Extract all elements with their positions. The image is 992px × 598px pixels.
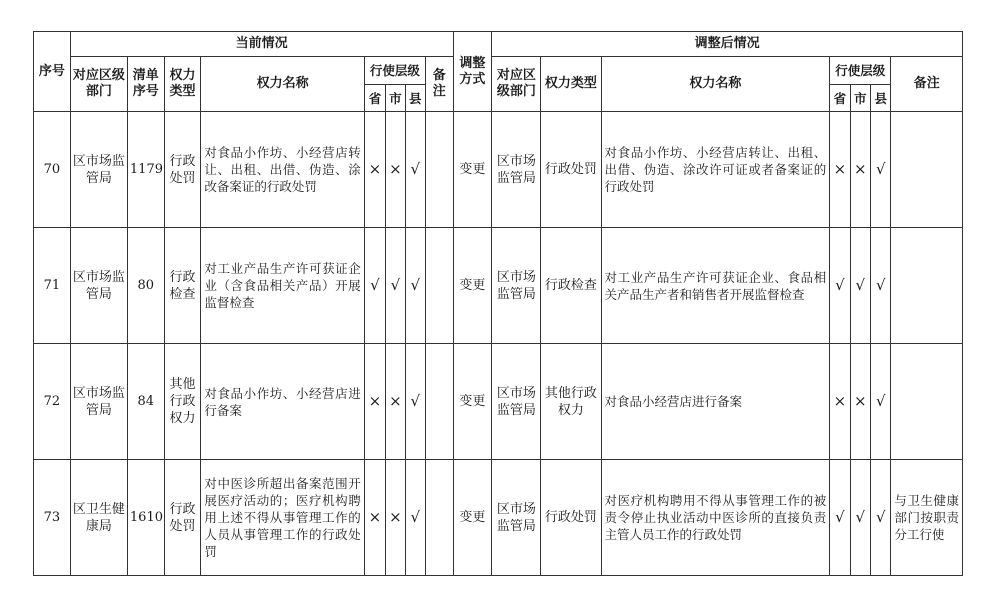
row-power-name: 对中医诊所超出备案范围开展医疗活动的；医疗机构聘用上述不得从事管理工作的人员从事管理工作的行政处罚 — [201, 460, 364, 576]
row-new-dept: 区市场监管局 — [492, 228, 541, 344]
row-new-power-name: 对食品小经营店进行备案 — [601, 344, 830, 460]
row-dept: 区卫生健康局 — [70, 460, 127, 576]
row-power-type: 行政处罚 — [164, 460, 201, 576]
row-new-dept: 区市场监管局 — [492, 344, 541, 460]
table-row — [34, 344, 963, 460]
row-province-mark: × — [364, 460, 385, 576]
row-list-no: 80 — [127, 228, 164, 344]
header-new-power-name: 权力名称 — [601, 57, 830, 112]
row-new-city-mark: √ — [850, 460, 870, 576]
row-power-name: 对工业产品生产许可获证企业（含食品相关产品）开展监督检查 — [201, 228, 364, 344]
header-province: 省 — [364, 85, 385, 112]
row-power-name: 对食品小作坊、小经营店转让、出租、出借、伪造、涂改备案证的行政处罚 — [201, 112, 364, 228]
header-seq: 序号 — [34, 32, 71, 112]
row-new-power-type: 行政检查 — [541, 228, 601, 344]
header-new-province: 省 — [830, 85, 850, 112]
row-seq: 72 — [34, 344, 71, 460]
row-new-county-mark: √ — [871, 344, 891, 460]
row-county-mark: √ — [405, 112, 425, 228]
row-new-county-mark: √ — [871, 228, 891, 344]
row-power-type: 行政处罚 — [164, 112, 201, 228]
header-new-power-type: 权力类型 — [541, 57, 601, 112]
row-list-no: 84 — [127, 344, 164, 460]
row-adjust-method: 变更 — [453, 460, 492, 576]
row-list-no: 1610 — [127, 460, 164, 576]
header-power-name: 权力名称 — [201, 57, 364, 112]
row-adjust-method: 变更 — [453, 228, 492, 344]
power-adjustment-table — [33, 31, 963, 576]
row-power-type: 行政检查 — [164, 228, 201, 344]
header-new-county: 县 — [871, 85, 891, 112]
row-dept: 区市场监管局 — [70, 228, 127, 344]
table-row — [34, 460, 963, 576]
row-new-power-type: 其他行政权力 — [541, 344, 601, 460]
row-new-province-mark: √ — [830, 460, 850, 576]
row-city-mark: × — [386, 460, 405, 576]
header-remark-current: 备注 — [425, 57, 453, 112]
header-list-no: 清单序号 — [127, 57, 164, 112]
row-city-mark: × — [386, 344, 405, 460]
table-row — [34, 112, 963, 228]
table-row — [34, 228, 963, 344]
header-current: 当前情况 — [70, 32, 453, 57]
header-new-level: 行使层级 — [830, 57, 891, 85]
row-county-mark: √ — [405, 228, 425, 344]
row-new-county-mark: √ — [871, 460, 891, 576]
header-remark-adjusted: 备注 — [891, 57, 963, 112]
row-new-city-mark: √ — [850, 228, 870, 344]
row-county-mark: √ — [405, 344, 425, 460]
row-new-power-type: 行政处罚 — [541, 460, 601, 576]
row-new-province-mark: × — [830, 112, 850, 228]
row-list-no: 1179 — [127, 112, 164, 228]
header-level: 行使层级 — [364, 57, 425, 85]
row-new-county-mark: √ — [871, 112, 891, 228]
header-new-dept: 对应区级部门 — [492, 57, 541, 112]
header-adjust-method: 调整方式 — [453, 32, 492, 112]
row-remark — [425, 344, 453, 460]
row-new-remark — [891, 344, 963, 460]
row-seq: 73 — [34, 460, 71, 576]
header-new-city: 市 — [850, 85, 870, 112]
row-new-power-name: 对食品小作坊、小经营店转让、出租、出借、伪造、涂改许可证或者备案证的行政处罚 — [601, 112, 830, 228]
row-new-province-mark: √ — [830, 228, 850, 344]
row-city-mark: √ — [386, 228, 405, 344]
header-county: 县 — [405, 85, 425, 112]
row-remark — [425, 228, 453, 344]
row-new-dept: 区市场监管局 — [492, 112, 541, 228]
header-city: 市 — [386, 85, 405, 112]
row-seq: 71 — [34, 228, 71, 344]
row-province-mark: × — [364, 112, 385, 228]
row-adjust-method: 变更 — [453, 344, 492, 460]
header-dept: 对应区级部门 — [70, 57, 127, 112]
row-new-city-mark: × — [850, 344, 870, 460]
row-new-city-mark: × — [850, 112, 870, 228]
row-adjust-method: 变更 — [453, 112, 492, 228]
row-dept: 区市场监管局 — [70, 112, 127, 228]
header-adjusted: 调整后情况 — [492, 32, 963, 57]
row-county-mark: √ — [405, 460, 425, 576]
row-new-remark — [891, 228, 963, 344]
row-province-mark: √ — [364, 228, 385, 344]
row-power-type: 其他行政权力 — [164, 344, 201, 460]
row-seq: 70 — [34, 112, 71, 228]
row-city-mark: × — [386, 112, 405, 228]
row-province-mark: × — [364, 344, 385, 460]
row-remark — [425, 460, 453, 576]
row-new-province-mark: × — [830, 344, 850, 460]
row-new-power-type: 行政处罚 — [541, 112, 601, 228]
row-remark — [425, 112, 453, 228]
row-dept: 区市场监管局 — [70, 344, 127, 460]
row-new-remark: 与卫生健康部门按职责分工行使 — [891, 460, 963, 576]
row-new-remark — [891, 112, 963, 228]
header-power-type: 权力类型 — [164, 57, 201, 112]
row-power-name: 对食品小作坊、小经营店进行备案 — [201, 344, 364, 460]
row-new-power-name: 对工业产品生产许可获证企业、食品相关产品生产者和销售者开展监督检查 — [601, 228, 830, 344]
row-new-power-name: 对医疗机构聘用不得从事管理工作的被责令停止执业活动中医诊所的直接负责主管人员工作的行政处罚 — [601, 460, 830, 576]
row-new-dept: 区市场监管局 — [492, 460, 541, 576]
